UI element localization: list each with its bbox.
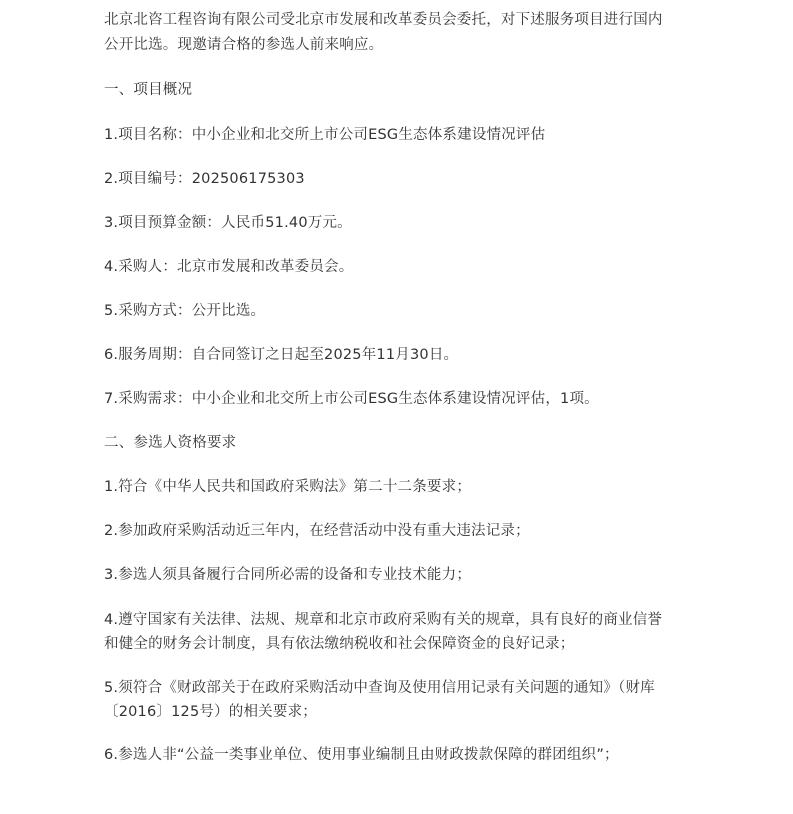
intro-line-2: 公开比选。现邀请合格的参选人前来响应。	[104, 37, 384, 53]
project-number: 2.项目编号：202506175303	[104, 171, 305, 187]
qualification-item-6: 6.参选人非“公益一类事业单位、使用事业编制且由财政拨款保障的群团组织”；	[104, 747, 619, 763]
procurement-requirement: 7.采购需求：中小企业和北交所上市公司ESG生态体系建设情况评估，1项。	[104, 391, 599, 407]
qualification-item-4-line-2: 和健全的财务会计制度，具有依法缴纳税收和社会保障资金的良好记录；	[104, 636, 575, 652]
procurement-method: 5.采购方式：公开比选。	[104, 303, 266, 319]
project-budget: 3.项目预算金额：人民币51.40万元。	[104, 215, 352, 231]
section-heading-qualifications: 二、参选人资格要求	[104, 435, 237, 451]
qualification-item-1: 1.符合《中华人民共和国政府采购法》第二十二条要求；	[104, 479, 472, 495]
qualification-item-4-line-1: 4.遵守国家有关法律、法规、规章和北京市政府采购有关的规章，具有良好的商业信誉	[104, 612, 663, 628]
qualification-item-2: 2.参加政府采购活动近三年内，在经营活动中没有重大违法记录；	[104, 523, 530, 539]
project-name: 1.项目名称：中小企业和北交所上市公司ESG生态体系建设情况评估	[104, 127, 546, 143]
service-period: 6.服务周期：自合同签订之日起至2025年11月30日。	[104, 347, 459, 363]
qualification-item-3: 3.参选人须具备履行合同所必需的设备和专业技术能力；	[104, 567, 472, 583]
intro-line-1: 北京北咨工程咨询有限公司受北京市发展和改革委员会委托，对下述服务项目进行国内	[104, 12, 663, 28]
purchaser: 4.采购人：北京市发展和改革委员会。	[104, 259, 354, 275]
qualification-item-5-line-1: 5.须符合《财政部关于在政府采购活动中查询及使用信用记录有关问题的通知》（财库	[104, 680, 655, 696]
qualification-item-5-line-2: 〔2016〕125号）的相关要求；	[104, 704, 317, 720]
section-heading-project-overview: 一、项目概况	[104, 82, 193, 98]
